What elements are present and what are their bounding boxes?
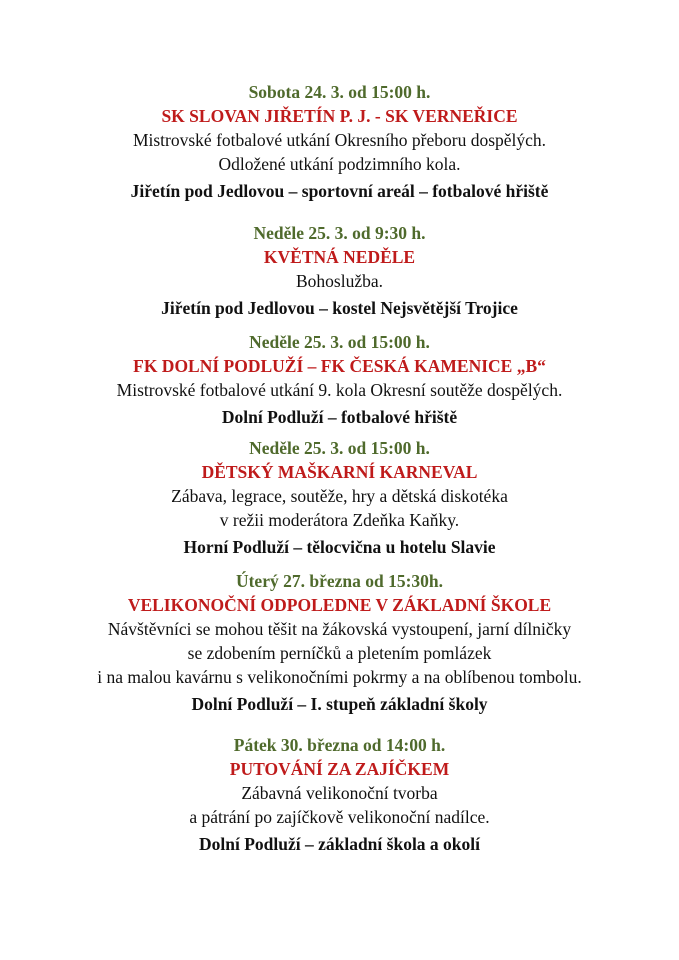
event-block bbox=[0, 569, 679, 716]
event-location: Jiřetín pod Jedlovou – sportovní areál – fotbalové hřiště bbox=[130, 181, 549, 201]
event-block bbox=[0, 436, 679, 559]
event-description-line: Mistrovské fotbalové utkání Okresního přeboru dospělých. bbox=[132, 130, 547, 150]
event-title: SK SLOVAN JIŘETÍN P. J. - SK VERNEŘICE bbox=[161, 106, 518, 126]
event-title: FK DOLNÍ PODLUŽÍ – FK ČESKÁ KAMENICE „B“ bbox=[133, 356, 546, 376]
event-title: PUTOVÁNÍ ZA ZAJÍČKEM bbox=[229, 759, 450, 779]
event-location: Horní Podluží – tělocvična u hotelu Slavie bbox=[183, 537, 496, 557]
event-title: VELIKONOČNÍ ODPOLEDNE V ZÁKLADNÍ ŠKOLE bbox=[127, 595, 552, 615]
event-location: Dolní Podluží – základní škola a okolí bbox=[198, 834, 481, 854]
event-description-line: a pátrání po zajíčkově velikonoční nadílce. bbox=[189, 807, 490, 827]
event-date: Pátek 30. března od 14:00 h. bbox=[233, 735, 446, 755]
event-description-line: Zábavná velikonoční tvorba bbox=[241, 783, 438, 803]
event-title: KVĚTNÁ NEDĚLE bbox=[263, 247, 416, 267]
event-date: Neděle 25. 3. od 9:30 h. bbox=[253, 223, 426, 243]
event-block bbox=[0, 330, 679, 429]
event-block bbox=[0, 221, 679, 320]
event-block bbox=[0, 733, 679, 856]
event-location: Jiřetín pod Jedlovou – kostel Nejsvětější Trojice bbox=[161, 298, 518, 318]
event-description-line: Mistrovské fotbalové utkání 9. kola Okresní soutěže dospělých. bbox=[116, 380, 563, 400]
event-description-line: Odložené utkání podzimního kola. bbox=[218, 154, 461, 174]
event-date: Úterý 27. března od 15:30h. bbox=[235, 571, 444, 591]
event-block bbox=[0, 80, 679, 203]
event-title: DĚTSKÝ MAŠKARNÍ KARNEVAL bbox=[201, 462, 478, 482]
event-description-line: se zdobením perníčků a pletením pomlázek bbox=[187, 643, 492, 663]
event-date: Neděle 25. 3. od 15:00 h. bbox=[249, 438, 430, 458]
event-location: Dolní Podluží – I. stupeň základní školy bbox=[191, 694, 488, 714]
event-description-line: Bohoslužba. bbox=[295, 271, 383, 291]
event-location: Dolní Podluží – fotbalové hřiště bbox=[221, 407, 458, 427]
event-description-line: v režii moderátora Zdeňka Kaňky. bbox=[219, 510, 460, 530]
event-description-line: Návštěvníci se mohou těšit na žákovská vystoupení, jarní dílničky bbox=[107, 619, 572, 639]
event-date: Neděle 25. 3. od 15:00 h. bbox=[249, 332, 430, 352]
event-description-line: i na malou kavárnu s velikonočními pokrmy a na oblíbenou tombolu. bbox=[97, 667, 582, 687]
event-date: Sobota 24. 3. od 15:00 h. bbox=[248, 82, 431, 102]
event-description-line: Zábava, legrace, soutěže, hry a dětská diskotéka bbox=[171, 486, 508, 506]
